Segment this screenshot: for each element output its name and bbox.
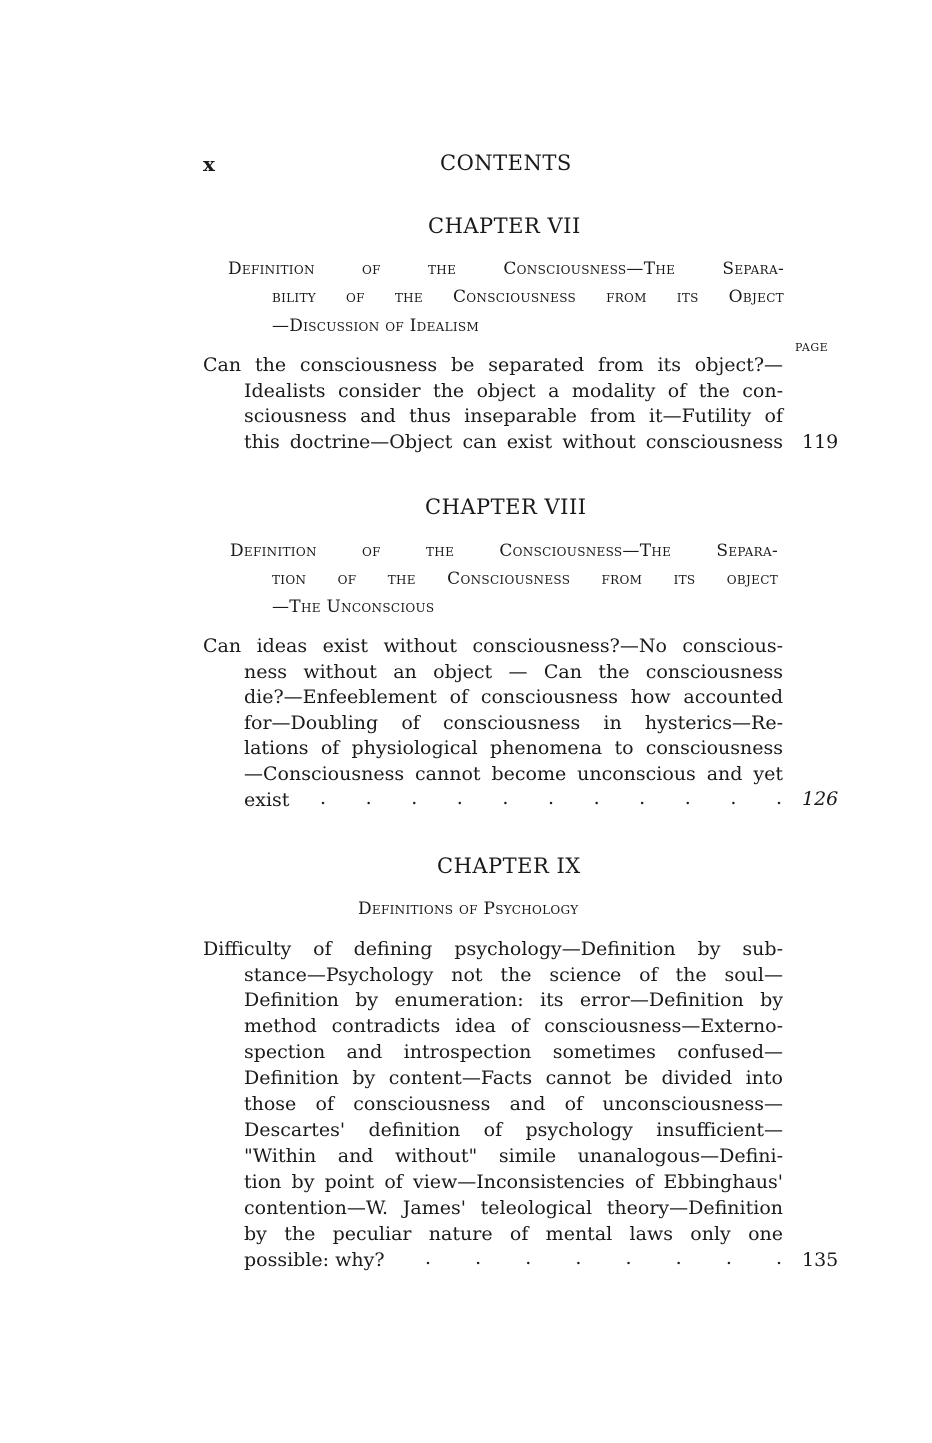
summary-line: contention—W. James' teleological theory—Definition	[244, 1197, 783, 1219]
summary-line: Descartes' definition of psychology insufficient—	[244, 1119, 783, 1141]
summary-line: Idealists consider the object a modality of the con-	[244, 380, 783, 402]
summary-line: die?—Enfeeblement of consciousness how accounted	[244, 686, 783, 708]
summary-line: by the peculiar nature of mental laws only one	[244, 1223, 783, 1245]
summary-line: method contradicts idea of consciousness—Externo-	[244, 1015, 783, 1037]
running-title: CONTENTS	[440, 151, 572, 175]
page-number: 119	[802, 431, 839, 453]
summary-line: lations of physiological phenomena to consciousness	[244, 737, 783, 759]
chapter-heading: CHAPTER IX	[437, 854, 581, 878]
summary-line: Can the consciousness be separated from its object?—	[203, 354, 783, 376]
dot-leader: . . . . . . . .	[425, 1247, 782, 1269]
chapter-title-line: Definition of the Consciousness—The Separa-	[228, 259, 784, 279]
summary-line: Difficulty of defining psychology—Definition by sub-	[203, 938, 783, 960]
chapter-title-line: bility of the Consciousness from its Object	[272, 287, 784, 307]
chapter-title-line: Definitions of Psychology	[358, 899, 579, 919]
summary-line: exist	[244, 789, 290, 811]
chapter-title-line: Definition of the Consciousness—The Separa-	[230, 541, 778, 561]
summary-line: Definition by content—Facts cannot be divided into	[244, 1067, 783, 1089]
page-column-label: PAGE	[795, 341, 829, 354]
dot-leader: . . . . . . . . . . .	[320, 787, 782, 809]
summary-line: ness without an object — Can the consciousness	[244, 661, 783, 683]
page-number: 126	[802, 788, 839, 810]
summary-line: sciousness and thus inseparable from it—Futility of	[244, 405, 783, 427]
page-numeral: x	[203, 152, 215, 176]
summary-line: "Within and without" simile unanalogous—Defini-	[244, 1145, 783, 1167]
chapter-title-line: tion of the Consciousness from its object	[272, 569, 778, 589]
summary-line: Can ideas exist without consciousness?—No conscious-	[203, 635, 783, 657]
summary-line: this doctrine—Object can exist without consciousness	[244, 431, 783, 453]
summary-line: those of consciousness and of unconsciousness—	[244, 1093, 783, 1115]
page-number: 135	[802, 1249, 839, 1271]
summary-line: for—Doubling of consciousness in hysterics—Re-	[244, 712, 783, 734]
summary-line: —Consciousness cannot become unconscious and yet	[244, 763, 783, 785]
chapter-title-line: —Discussion of Idealism	[272, 316, 480, 336]
chapter-title-line: —The Unconscious	[272, 597, 435, 617]
summary-line: spection and introspection sometimes confused—	[244, 1041, 783, 1063]
summary-line: possible: why?	[244, 1249, 385, 1271]
chapter-heading: CHAPTER VIII	[425, 495, 587, 519]
summary-line: Definition by enumeration: its error—Definition by	[244, 989, 783, 1011]
chapter-heading: CHAPTER VII	[428, 214, 581, 238]
summary-line: tion by point of view—Inconsistencies of Ebbinghaus'	[244, 1171, 783, 1193]
summary-line: stance—Psychology not the science of the soul—	[244, 964, 783, 986]
